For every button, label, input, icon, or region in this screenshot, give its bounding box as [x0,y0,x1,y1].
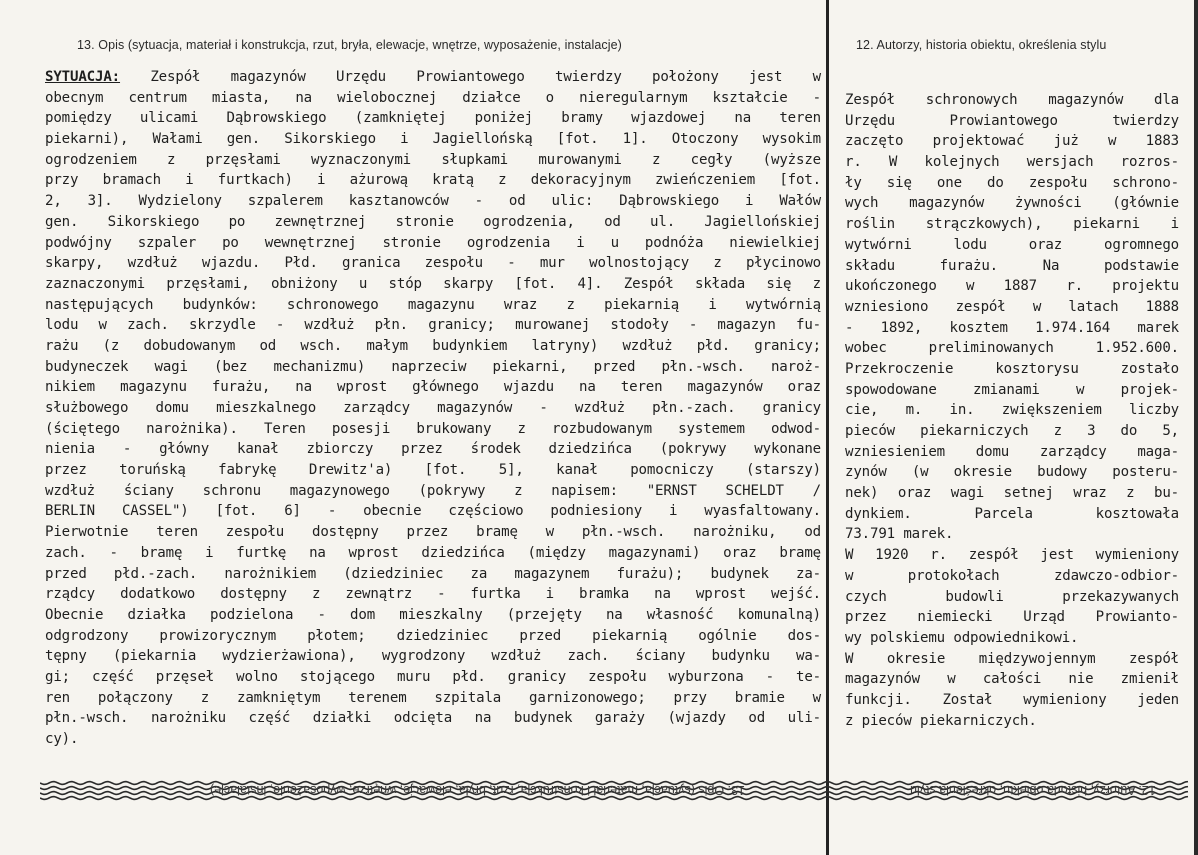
text-line: pomiędzy ulicami Dąbrowskiego (zamkniętej poniżej bramy wjazdowej na teren [45,110,821,127]
text-line: płn.-wsch. narożniku część działki odcięta na budynek garaży (wjazdy od uli- [45,710,821,727]
text-line: r. W kolejnych wersjach rozros- [845,154,1179,171]
text-line: wy polskiemu odpowiednikowi. [845,629,1079,646]
text-line: następujących budynków: schronowego magazynu wraz z piekarnią i wytwórnią [45,296,821,313]
text-line: służbowego domu mieszkalnego zarządcy magazynów - wzdłuż płn.-zach. granicy [45,400,821,416]
text-line: dynkiem. Parcela kosztowała [845,505,1179,522]
text-line: wzdłuż ściany schronu magazynowego (pokrywy z napisem: "ERNST SCHELDT / [45,482,821,499]
text-line: magazynów w całości nie zmienił [845,671,1179,688]
text-line: BERLIN CASSEL") [fot. 6] - obecnie częściowo podniesiony i wyasfaltowany. [45,503,821,520]
text-line: roślin strączkowych), piekarni i [845,216,1179,233]
text-line: w protokołach zdawczo-odbior- [845,567,1179,584]
text-line: przy bramach i furtkach) i ażurową kratą z dekoracyjnym zwieńczeniem [fot. [45,172,821,189]
text-line: funkcji. Został wymieniony jeden [845,691,1179,708]
text-line: Zespół schronowych magazynów dla [845,92,1179,108]
text-line: piekarni), Wałami gen. Sikorskiego i Jagiellońską [fot. 1]. Otoczony wysokim [45,131,821,148]
right-column-header: 12. Autorzy, historia obiektu, określenia stylu [856,38,1107,52]
text-line: Pierwotnie teren zespołu dostępny przez bramę w płn.-wsch. narożniku, od [45,524,821,541]
left-column-header: 13. Opis (sytuacja, materiał i konstrukcja, rzut, bryła, elewacje, wnętrze, wyposażenie, instalacje) [77,38,622,52]
section-label: SYTUACJA: [45,69,121,85]
text-line: zach. - bramę i furtkę na wprost dziedzińca (między magazynami) oraz bramę [45,544,821,561]
text-line: nek) oraz wagi setnej wraz z bu- [845,485,1179,502]
text-line: zaznaczonymi przęsłami, obniżony u stóp skarpy [fot. 4]. Zespół składa się z [45,275,821,292]
mirrored-right-header: 12. Autorzy, historia obiektu, określenia stylu [910,783,1156,797]
description-column [45,67,821,750]
text-line: wych magazynów żywności (głównie [845,195,1179,212]
text-line: ukończonego w 1887 r. projektu [845,278,1179,295]
first-line-text: Zespół magazynów Urzędu Prowiantowego twierdzy położony jest w [120,69,821,85]
text-line: rządcy dodatkowo dostępny z zewnątrz - furtka i bramka na wprost wejść. [45,586,821,603]
text-line: skarpy, wzdłuż wjazdu. Płd. granica zespołu - mur wolnostojący z płycinowo [45,255,821,272]
text-line: przez toruńską fabrykę Drewitz'a) [fot. 5], kanał pomocniczy (starszy) [45,462,821,479]
text-line: budyneczek wagi (bez mechanizmu) naprzeciw piekarni, przed płn.-wsch. naroż- [45,358,821,375]
text-line: podwójny szpaler po wewnętrznej stronie ogrodzenia i u podnóża niewielkiej [45,234,821,251]
text-line: Przekroczenie kosztorysu zostało [845,360,1179,377]
mirrored-left-header: 13. Opis (sytuacja, materiał i konstrukcja, rzut, bryła, elewacje, wnętrze, wyposażenie, instalacje) [210,783,745,797]
text-line: nienia - główny kanał zbiorczy przez środek dziedzińca (pokrywy wykonane [45,441,821,458]
text-line: wobec preliminowanych 1.952.600. [845,340,1179,357]
text-line: W okresie międzywojennym zespół [845,650,1179,667]
text-line: z pieców piekarniczych. [845,712,1037,729]
text-line: przez niemiecki Urząd Prowianto- [845,609,1179,626]
text-line: cy). [45,731,79,747]
text-line: rażu (z dobudowanym od wsch. małym budynkiem latryny) wzdłuż płd. granicy; [45,337,821,354]
text-line: składu furażu. Na podstawie [845,257,1179,274]
text-line: odgrodzony prowizorycznym płotem; dziedziniec przed piekarnią ogólnie dos- [45,627,821,644]
text-line: wzniesieniem domu zarządcy maga- [845,443,1179,460]
text-line: ren połączony z zamkniętym terenem szpitala garnizonowego; przy bramie w [45,689,821,706]
text-line: wzniesiono zespół w latach 1888 [845,298,1179,315]
text-line: ogrodzeniem z przęsłami wyznaczonymi słupkami murowanymi z cegły (wyższe [45,151,821,168]
text-line: obecnym centrum miasta, na wielobocznej działce o nieregularnym kształcie - [45,89,821,106]
text-line: 2, 3]. Wydzielony szpalerem kasztanowców - od ulic: Dąbrowskiego i Wałów [45,193,821,210]
text-line: gen. Sikorskiego po zewnętrznej stronie ogrodzenia, od ul. Jagiellońskiej [45,213,821,230]
text-line: nikiem magazynu furażu, na wprost głównego wjazdu na teren magazynów oraz [45,379,821,396]
page-edge [1194,0,1198,855]
text-line: 73.791 marek. [845,526,954,543]
text-line: zynów (w okresie budowy posteru- [845,464,1179,481]
mirrored-footer-band [40,775,1190,805]
text-line: zaczęto projektować już w 1883 [845,133,1179,150]
text-line-first [45,67,821,88]
text-line: cie, m. in. zwiększeniem liczby [845,402,1179,419]
text-line: Obecnie działka podzielona - dom mieszkalny (przejęty na własność komunalną) [45,606,821,623]
column-divider [826,0,829,855]
text-line: - 1892, kosztem 1.974.164 marek [845,319,1179,336]
text-line: spowodowane zmianami w projek- [845,381,1179,398]
text-line: tępny (piekarnia wydzierżawiona), wygrodzony wzdłuż zach. ściany budynku wa- [45,648,821,665]
text-line: wytwórni lodu oraz ogromnego [845,236,1179,253]
text-line: Urzędu Prowiantowego twierdzy [845,112,1179,129]
history-column [845,90,1179,731]
text-line: (ściętego narożnika). Teren posesji brukowany z rozbudowanym systemem odwod- [45,420,821,437]
text-line: ły się one do zespołu schrono- [845,174,1179,191]
text-line: W 1920 r. zespół jest wymieniony [845,547,1179,564]
text-line: pieców piekarniczych z 3 do 5, [845,423,1179,439]
text-line: przed płd.-zach. narożnikiem (dziedziniec za magazynem furażu); budynek za- [45,565,821,582]
text-line: lodu w zach. skrzydle - wzdłuż płn. granicy; murowanej stodoły - magazyn fu- [45,317,821,334]
text-line: czych budowli przekazywanych [845,588,1179,605]
text-line: gi; część przęseł wolno stojącego muru płd. granicy zespołu wyburzona - te- [45,668,821,685]
